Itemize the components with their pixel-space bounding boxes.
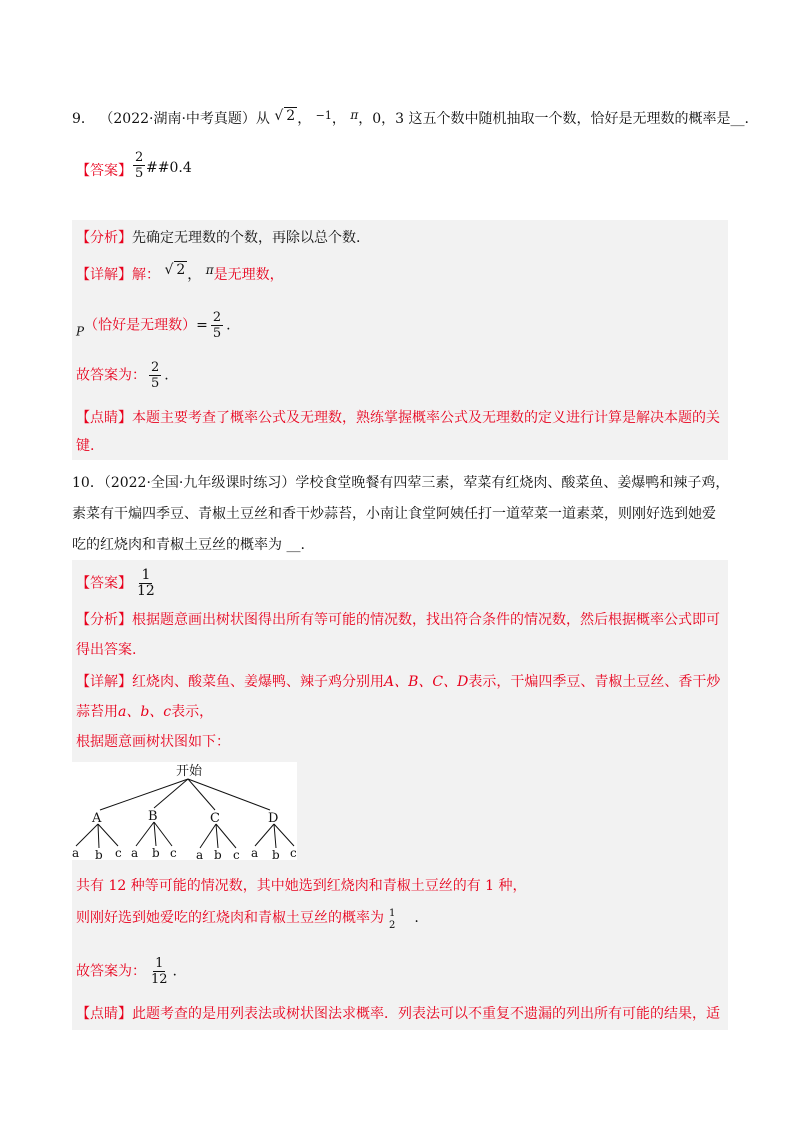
answer-fraction: $\frac{2}{5}$ xyxy=(135,150,144,181)
tree-lines xyxy=(76,779,294,848)
answer-10: 【答案】 $\frac{1}{12}$ xyxy=(76,567,155,599)
question-10-line-3: 吃的红烧肉和青椒土豆丝的概率为 __. xyxy=(72,537,305,553)
comment-9: 【点睛】本题主要考查了概率公式及无理数，熟练掌握概率公式及无理数的定义进行计算是解决本题的关 xyxy=(76,410,720,426)
leaf: c xyxy=(170,846,177,860)
detail-10: 【详解】红烧肉、酸菜鱼、姜爆鸭、辣子鸡分别用A、B、C、D表示，干煸四季豆、青椒土豆丝、香干炒 xyxy=(76,674,721,690)
answer-blank: __. xyxy=(730,111,749,127)
tree-diagram xyxy=(72,762,297,860)
tree-node-b: B xyxy=(148,809,158,824)
question-10-line-2: 素菜有干煸四季豆、青椒土豆丝和香干炒蒜苔，小南让食堂阿姨任打一道荤菜一道素菜，则刚好选到她爱 xyxy=(72,506,716,522)
leaf: b xyxy=(95,848,103,860)
conclusion-9: 故答案为： $\frac{2}{5}$ . xyxy=(76,360,169,391)
detail-10-cont: 蒜苔用a、b、c表示， xyxy=(76,704,214,720)
conclusion-10: 故答案为： $\frac{1}{12}$ . xyxy=(76,956,177,987)
question-number: 9． xyxy=(72,111,95,127)
analysis-10-cont: 得出答案. xyxy=(76,642,137,658)
question-10-line-1: 10．（2022·全国·九年级课时练习）学校食堂晚餐有四荤三素，荤菜有红烧肉、酸菜鱼、姜爆鸭和辣子鸡， xyxy=(72,475,730,491)
leaf: b xyxy=(272,848,280,860)
leaf: c xyxy=(233,848,240,860)
pi-symbol: π xyxy=(350,108,359,122)
leaf: b xyxy=(152,846,160,860)
detail-9: 【详解】解： √ 2 ， π是无理数， xyxy=(76,262,284,283)
leaf: a xyxy=(72,846,80,860)
tree-root: 开始 xyxy=(176,764,203,779)
tree-intro: 根据题意画树状图如下： xyxy=(76,734,230,750)
tree-node-a: A xyxy=(92,811,102,826)
sqrt-2: √ 2 xyxy=(274,108,296,124)
answer-row xyxy=(72,150,728,192)
comment-10: 【点睛】此题考查的是用列表法或树状图法求概率．列表法可以不重复不遗漏的列出所有可能的结果，适 xyxy=(76,1006,720,1022)
question-text: （2022·湖南·中考真题）从 xyxy=(99,111,270,127)
tree-node-c: C xyxy=(210,811,220,826)
leaf: a xyxy=(251,846,259,860)
leaf: c xyxy=(290,846,297,860)
leaf: b xyxy=(214,848,222,860)
leaf: a xyxy=(196,848,204,860)
question-9: 9． （2022·湖南·中考真题）从 √ 2 ， $^{-1}$， π，0，3 这五个数中随机抽取一个数，恰好是无理数的概率是__. xyxy=(72,108,749,127)
analysis-9: 【分析】先确定无理数的个数，再除以总个数. xyxy=(76,230,361,246)
tree-node-d: D xyxy=(268,811,279,826)
question-text-rest: ，0，3 这五个数中随机抽取一个数，恰好是无理数的概率是 xyxy=(358,111,731,127)
analysis-10: 【分析】根据题意画出树状图得出所有等可能的情况数，找出符合条件的情况数，然后根据概率公式即可 xyxy=(76,612,720,628)
leaf: a xyxy=(131,846,139,860)
total-cases: 共有 12 种等可能的情况数，其中她选到红烧肉和青椒土豆丝的有 1 种， xyxy=(76,878,527,894)
probability-10: 则刚好选到她爱吃的红烧肉和青椒土豆丝的概率为 1 2 . xyxy=(76,908,419,931)
probability-9: P（恰好是无理数）= $\frac{2}{5}$ . xyxy=(76,310,231,341)
answer-alt: ##0.4 xyxy=(146,160,192,176)
minus-one: −1 xyxy=(315,109,332,122)
comment-9-cont: 键. xyxy=(76,438,95,454)
answer-label: 【答案】 xyxy=(76,163,132,179)
leaf: c xyxy=(115,846,122,860)
